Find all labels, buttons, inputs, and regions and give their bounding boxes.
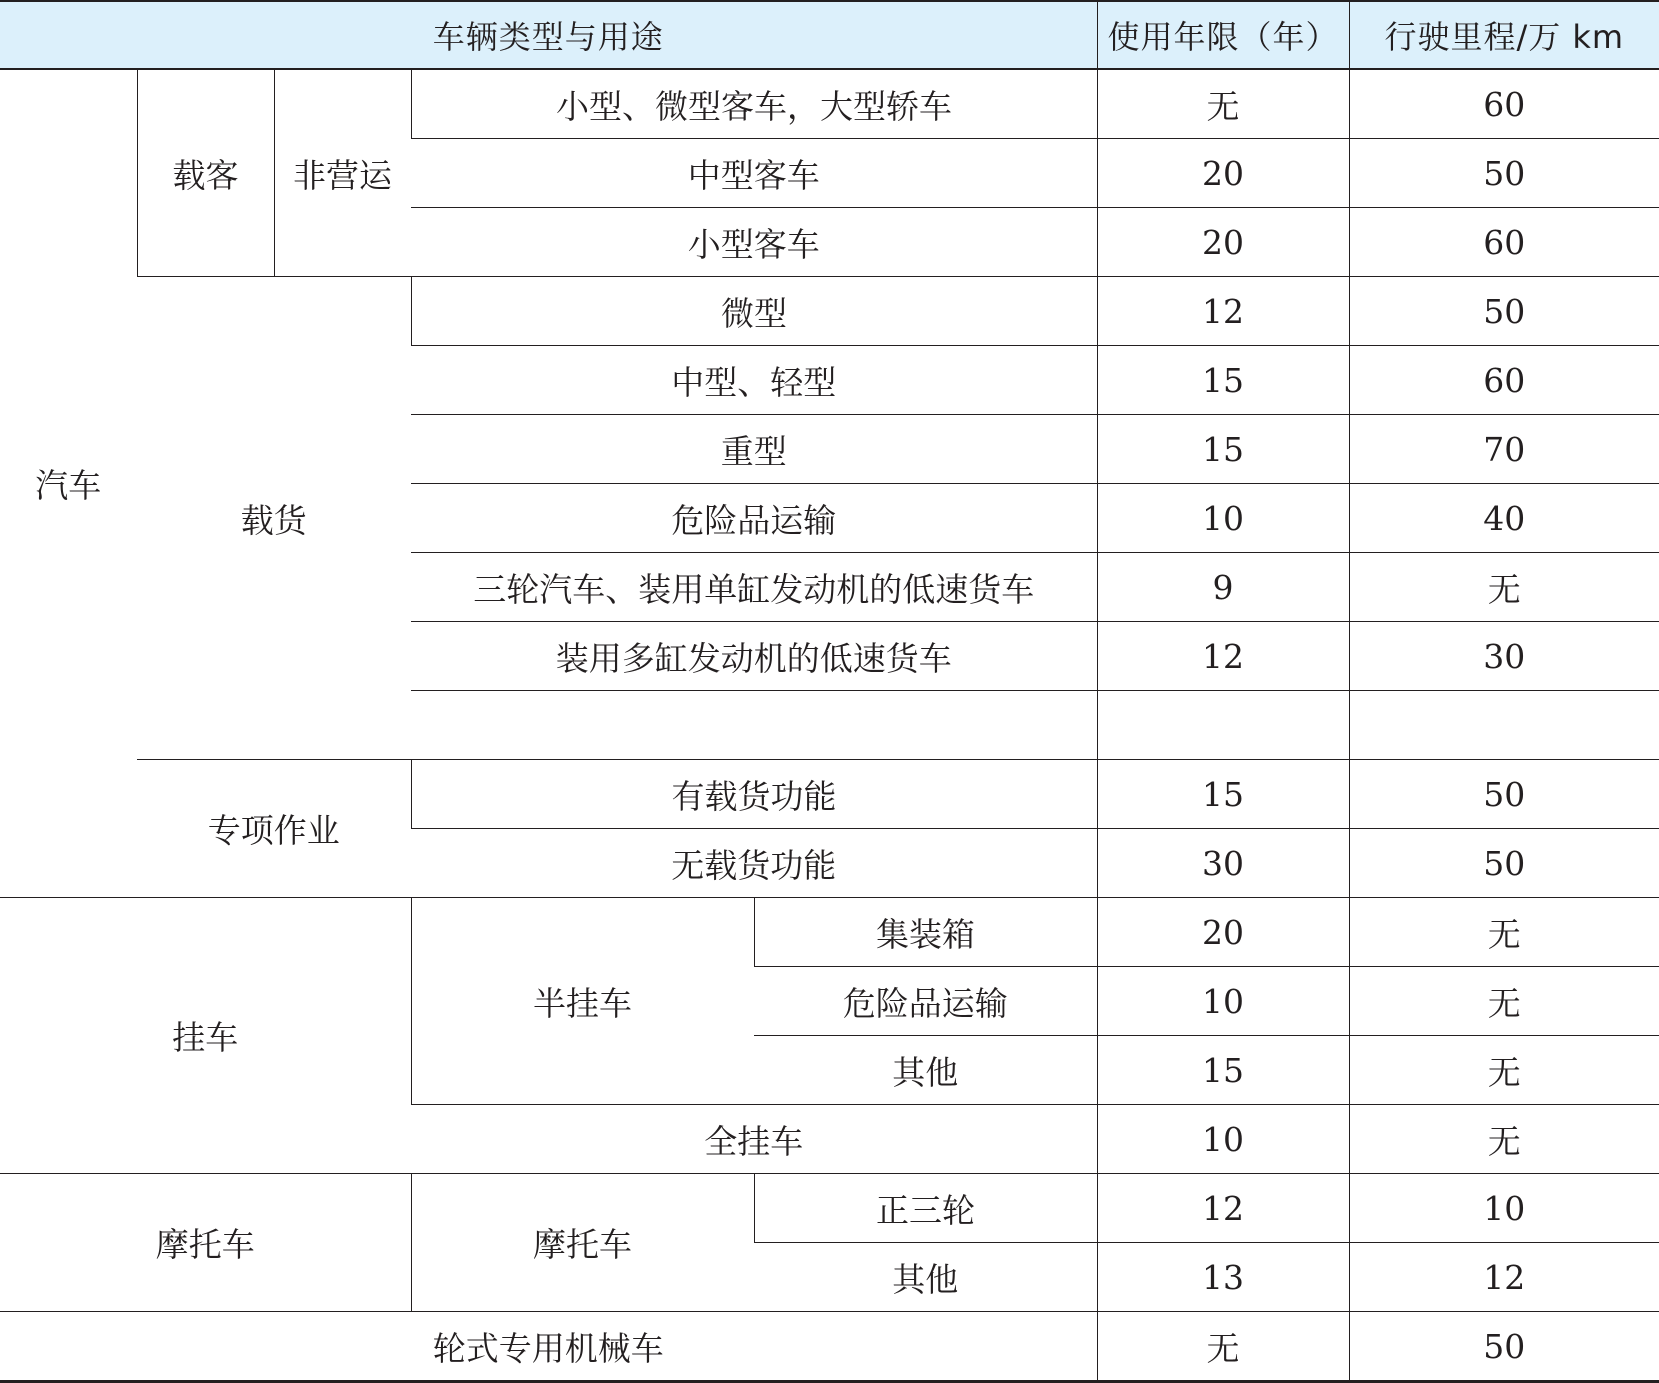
mileage: 无 — [1349, 898, 1659, 967]
service-years: 9 — [1097, 553, 1349, 622]
table-row — [0, 1312, 1659, 1382]
vehicle-name: 中型客车 — [411, 139, 1097, 208]
vehicle-name: 有载货功能 — [411, 760, 1097, 829]
service-years: 15 — [1097, 1036, 1349, 1105]
service-years: 无 — [1097, 69, 1349, 139]
mileage: 12 — [1349, 1243, 1659, 1312]
service-years: 无 — [1097, 1312, 1349, 1382]
vehicle-name: 其他 — [754, 1036, 1097, 1105]
table-header — [0, 1, 1659, 69]
service-years: 12 — [1097, 277, 1349, 346]
mileage: 40 — [1349, 484, 1659, 553]
mileage: 50 — [1349, 1312, 1659, 1382]
table-row — [0, 277, 1659, 346]
header-service-years: 使用年限（年） — [1097, 1, 1349, 69]
mileage: 60 — [1349, 69, 1659, 139]
service-years: 15 — [1097, 760, 1349, 829]
table-row — [0, 898, 1659, 967]
vehicle-name: 微型 — [411, 277, 1097, 346]
service-years: 12 — [1097, 622, 1349, 691]
subcategory-special-operation: 专项作业 — [137, 760, 411, 898]
mileage: 30 — [1349, 622, 1659, 691]
mileage: 50 — [1349, 829, 1659, 898]
subcategory-semi-trailer: 半挂车 — [411, 898, 754, 1105]
service-years: 20 — [1097, 139, 1349, 208]
vehicle-name: 小型、微型客车，大型轿车 — [411, 69, 1097, 139]
header-mileage: 行驶里程/万 km — [1349, 1, 1659, 69]
service-years: 13 — [1097, 1243, 1349, 1312]
service-years: 20 — [1097, 208, 1349, 277]
mileage: 50 — [1349, 139, 1659, 208]
vehicle-name: 危险品运输 — [754, 967, 1097, 1036]
service-years: 10 — [1097, 967, 1349, 1036]
mileage: 70 — [1349, 415, 1659, 484]
mileage: 无 — [1349, 553, 1659, 622]
vehicle-name: 其他 — [754, 1243, 1097, 1312]
mileage: 无 — [1349, 1105, 1659, 1174]
mileage — [1349, 691, 1659, 760]
mileage: 50 — [1349, 277, 1659, 346]
mileage: 60 — [1349, 346, 1659, 415]
table-row — [0, 69, 1659, 139]
usage-non-commercial: 非营运 — [274, 69, 411, 277]
category-trailer: 挂车 — [0, 898, 411, 1174]
mileage: 10 — [1349, 1174, 1659, 1243]
mileage: 无 — [1349, 1036, 1659, 1105]
service-years: 12 — [1097, 1174, 1349, 1243]
service-years: 20 — [1097, 898, 1349, 967]
service-years: 10 — [1097, 1105, 1349, 1174]
service-years — [1097, 691, 1349, 760]
vehicle-name: 集装箱 — [754, 898, 1097, 967]
vehicle-name: 正三轮 — [754, 1174, 1097, 1243]
subcategory-passenger: 载客 — [137, 69, 274, 277]
category-car: 汽车 — [0, 69, 137, 898]
category-motorcycle: 摩托车 — [0, 1174, 411, 1312]
vehicle-name: 小型客车 — [411, 208, 1097, 277]
header-row — [0, 1, 1659, 69]
mileage: 60 — [1349, 208, 1659, 277]
vehicle-name: 中型、轻型 — [411, 346, 1097, 415]
service-years: 30 — [1097, 829, 1349, 898]
vehicle-name — [411, 691, 1097, 760]
vehicle-name: 全挂车 — [411, 1105, 1097, 1174]
vehicle-name: 危险品运输 — [411, 484, 1097, 553]
category-wheeled-machinery: 轮式专用机械车 — [0, 1312, 1097, 1382]
vehicle-name: 无载货功能 — [411, 829, 1097, 898]
vehicle-name: 三轮汽车、装用单缸发动机的低速货车 — [411, 553, 1097, 622]
table-row — [0, 1174, 1659, 1243]
subcategory-cargo: 载货 — [137, 277, 411, 760]
mileage: 50 — [1349, 760, 1659, 829]
vehicle-name: 装用多缸发动机的低速货车 — [411, 622, 1097, 691]
subcategory-motorcycle: 摩托车 — [411, 1174, 754, 1312]
table-row — [0, 760, 1659, 829]
table-body — [0, 69, 1659, 1382]
mileage: 无 — [1349, 967, 1659, 1036]
vehicle-name: 重型 — [411, 415, 1097, 484]
header-vehicle-type: 车辆类型与用途 — [0, 1, 1097, 69]
service-years: 10 — [1097, 484, 1349, 553]
service-years: 15 — [1097, 415, 1349, 484]
service-years: 15 — [1097, 346, 1349, 415]
